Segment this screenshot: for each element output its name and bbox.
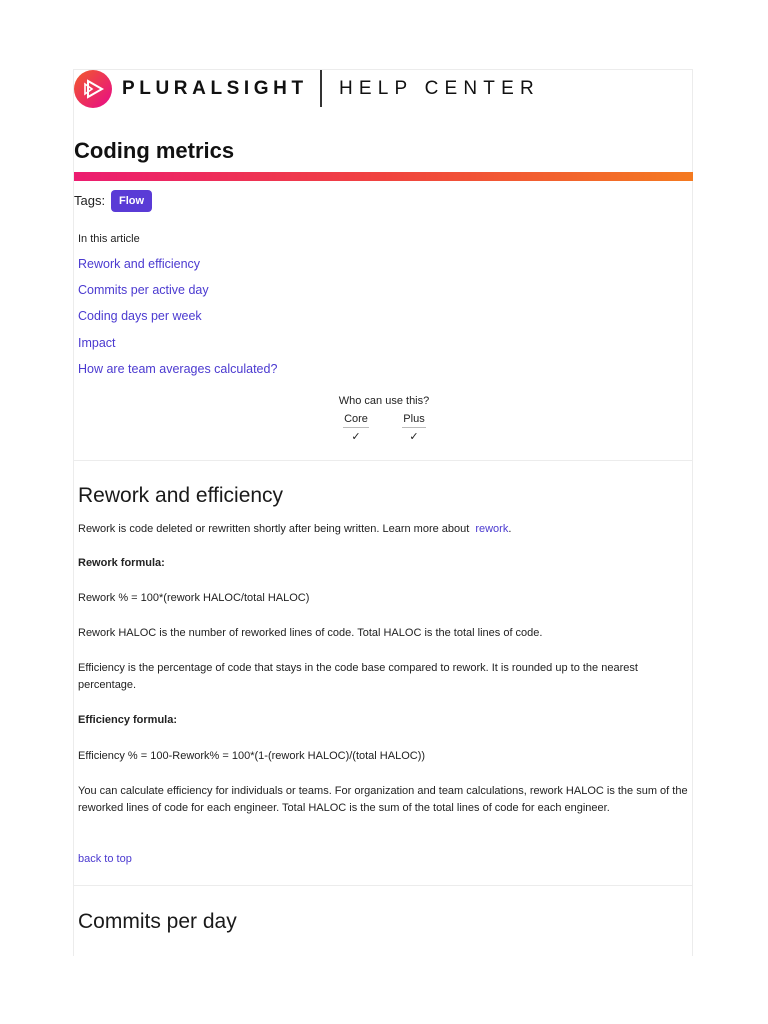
tag-flow[interactable]: Flow [111,190,152,212]
toc-link-coding-days[interactable]: Coding days per week [78,309,202,323]
efficiency-formula: Efficiency % = 100-Rework% = 100*(1-(rework HALOC)/(total HALOC)) [78,750,426,762]
rework-formula-label-text: Rework formula: [78,557,165,569]
site-header [74,70,554,110]
rework-formula-label [78,555,690,572]
rework-formula: Rework % = 100*(rework HALOC/total HALOC) [78,592,310,604]
rework-link[interactable]: rework [475,523,509,535]
efficiency-definition: Efficiency is the percentage of code that stays in the code base compared to rework. It is rounded up to the nearest percentage. [78,662,638,691]
help-center-label[interactable]: HELP CENTER [339,78,540,99]
section-divider [74,885,693,886]
team-calculation-note: You can calculate efficiency for individuals or teams. For organization and team calculations, rework HALOC is the sum of the reworked lines of code for each engineer. Total HALOC is the sum of the total lines of code for each engineer. [78,785,688,814]
brand-name[interactable]: PLURALSIGHT [122,78,308,99]
back-to-top-link[interactable]: back to top [78,853,132,865]
toc-link-rework[interactable]: Rework and efficiency [78,257,201,271]
title-gradient-divider [74,172,693,181]
availability-question: Who can use this? [338,395,430,407]
rework-intro-text: Rework is code deleted or rewritten shortly after being written. Learn more about [78,523,470,535]
core-check-icon: ✓ [351,431,361,443]
toc-label: In this article [78,233,140,245]
rework-intro [78,521,690,538]
rework-intro-end: . [508,523,512,535]
toc-link-impact[interactable]: Impact [78,336,116,350]
pluralsight-logo-icon[interactable] [74,70,112,108]
page-title: Coding metrics [74,138,235,163]
section-heading-rework: Rework and efficiency [78,484,284,507]
section-heading-commits: Commits per day [78,910,237,933]
efficiency-formula-label-text: Efficiency formula: [78,714,178,726]
article-page [73,69,693,956]
toc-link-team-averages[interactable]: How are team averages calculated? [78,362,278,376]
haloc-definition: Rework HALOC is the number of reworked lines of code. Total HALOC is the total lines of code. [78,627,543,639]
plan-core-underline [343,427,369,428]
toc-link-commits[interactable]: Commits per active day [78,283,209,297]
plan-plus-underline [402,427,426,428]
plan-plus: Plus [403,413,425,425]
plus-check-icon: ✓ [409,431,419,443]
header-divider [320,70,322,107]
efficiency-formula-label [78,712,690,729]
plan-core: Core [344,413,368,425]
section-divider [74,460,693,461]
tags-label: Tags: [74,193,106,208]
